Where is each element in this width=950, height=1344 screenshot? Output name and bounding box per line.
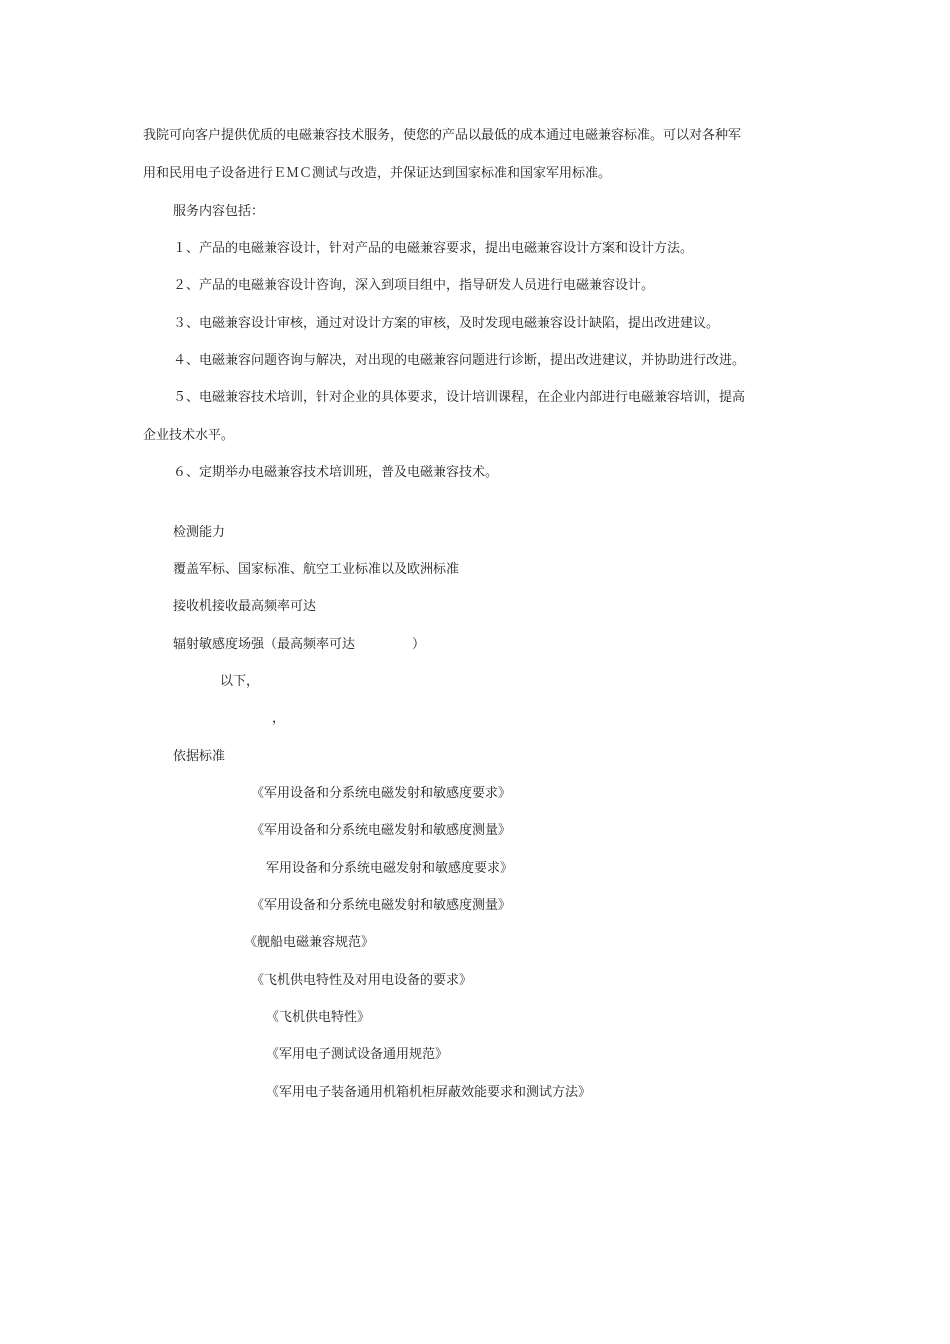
capability-line-1: 覆盖军标、国家标准、航空工业标准以及欧洲标准 (173, 562, 460, 577)
standard-item-9: 《军用电子装备通用机箱机柜屏蔽效能要求和测试方法》 (266, 1085, 592, 1100)
capability-line-3: 辐射敏感度场强（最高频率可达 (173, 637, 356, 652)
capability-line-3-close: ） (412, 637, 426, 652)
intro-line-1: 我院可向客户提供优质的电磁兼容技术服务，使您的产品以最低的成本通过电磁兼容标准。可以对各种军 (143, 128, 742, 143)
services-heading: 服务内容包括： (173, 204, 265, 219)
standard-item-1: 《军用设备和分系统电磁发射和敏感度要求》 (251, 786, 512, 801)
service-item-5-continued: 企业技术水平。 (143, 428, 235, 443)
service-item-1: １、产品的电磁兼容设计，针对产品的电磁兼容要求，提出电磁兼容设计方案和设计方法。 (173, 241, 694, 256)
standards-heading: 依据标准 (173, 749, 226, 764)
capability-line-5: ， (272, 711, 286, 726)
capability-heading: 检测能力 (173, 525, 226, 540)
standard-item-3: 军用设备和分系统电磁发射和敏感度要求》 (266, 861, 514, 876)
standard-item-6: 《飞机供电特性及对用电设备的要求》 (251, 973, 473, 988)
standard-item-5: 《舰船电磁兼容规范》 (244, 935, 375, 950)
standard-item-4: 《军用设备和分系统电磁发射和敏感度测量》 (251, 898, 512, 913)
service-item-6: ６、定期举办电磁兼容技术培训班，普及电磁兼容技术。 (173, 465, 499, 480)
capability-line-2: 接收机接收最高频率可达 (173, 599, 317, 614)
service-item-2: ２、产品的电磁兼容设计咨询，深入到项目组中，指导研发人员进行电磁兼容设计。 (173, 278, 655, 293)
capability-line-4: 以下， (220, 674, 260, 689)
service-item-3: ３、电磁兼容设计审核，通过对设计方案的审核，及时发现电磁兼容设计缺陷，提出改进建议。 (173, 316, 720, 331)
standard-item-2: 《军用设备和分系统电磁发射和敏感度测量》 (251, 823, 512, 838)
intro-line-2: 用和民用电子设备进行ＥＭＣ测试与改造，并保证达到国家标准和国家军用标准。 (143, 166, 612, 181)
standard-item-8: 《军用电子测试设备通用规范》 (266, 1047, 449, 1062)
service-item-5: ５、电磁兼容技术培训，针对企业的具体要求，设计培训课程，在企业内部进行电磁兼容培训，提高 (173, 390, 746, 405)
service-item-4: ４、电磁兼容问题咨询与解决，对出现的电磁兼容问题进行诊断，提出改进建议，并协助进行改进。 (173, 353, 746, 368)
standard-item-7: 《飞机供电特性》 (266, 1010, 371, 1025)
